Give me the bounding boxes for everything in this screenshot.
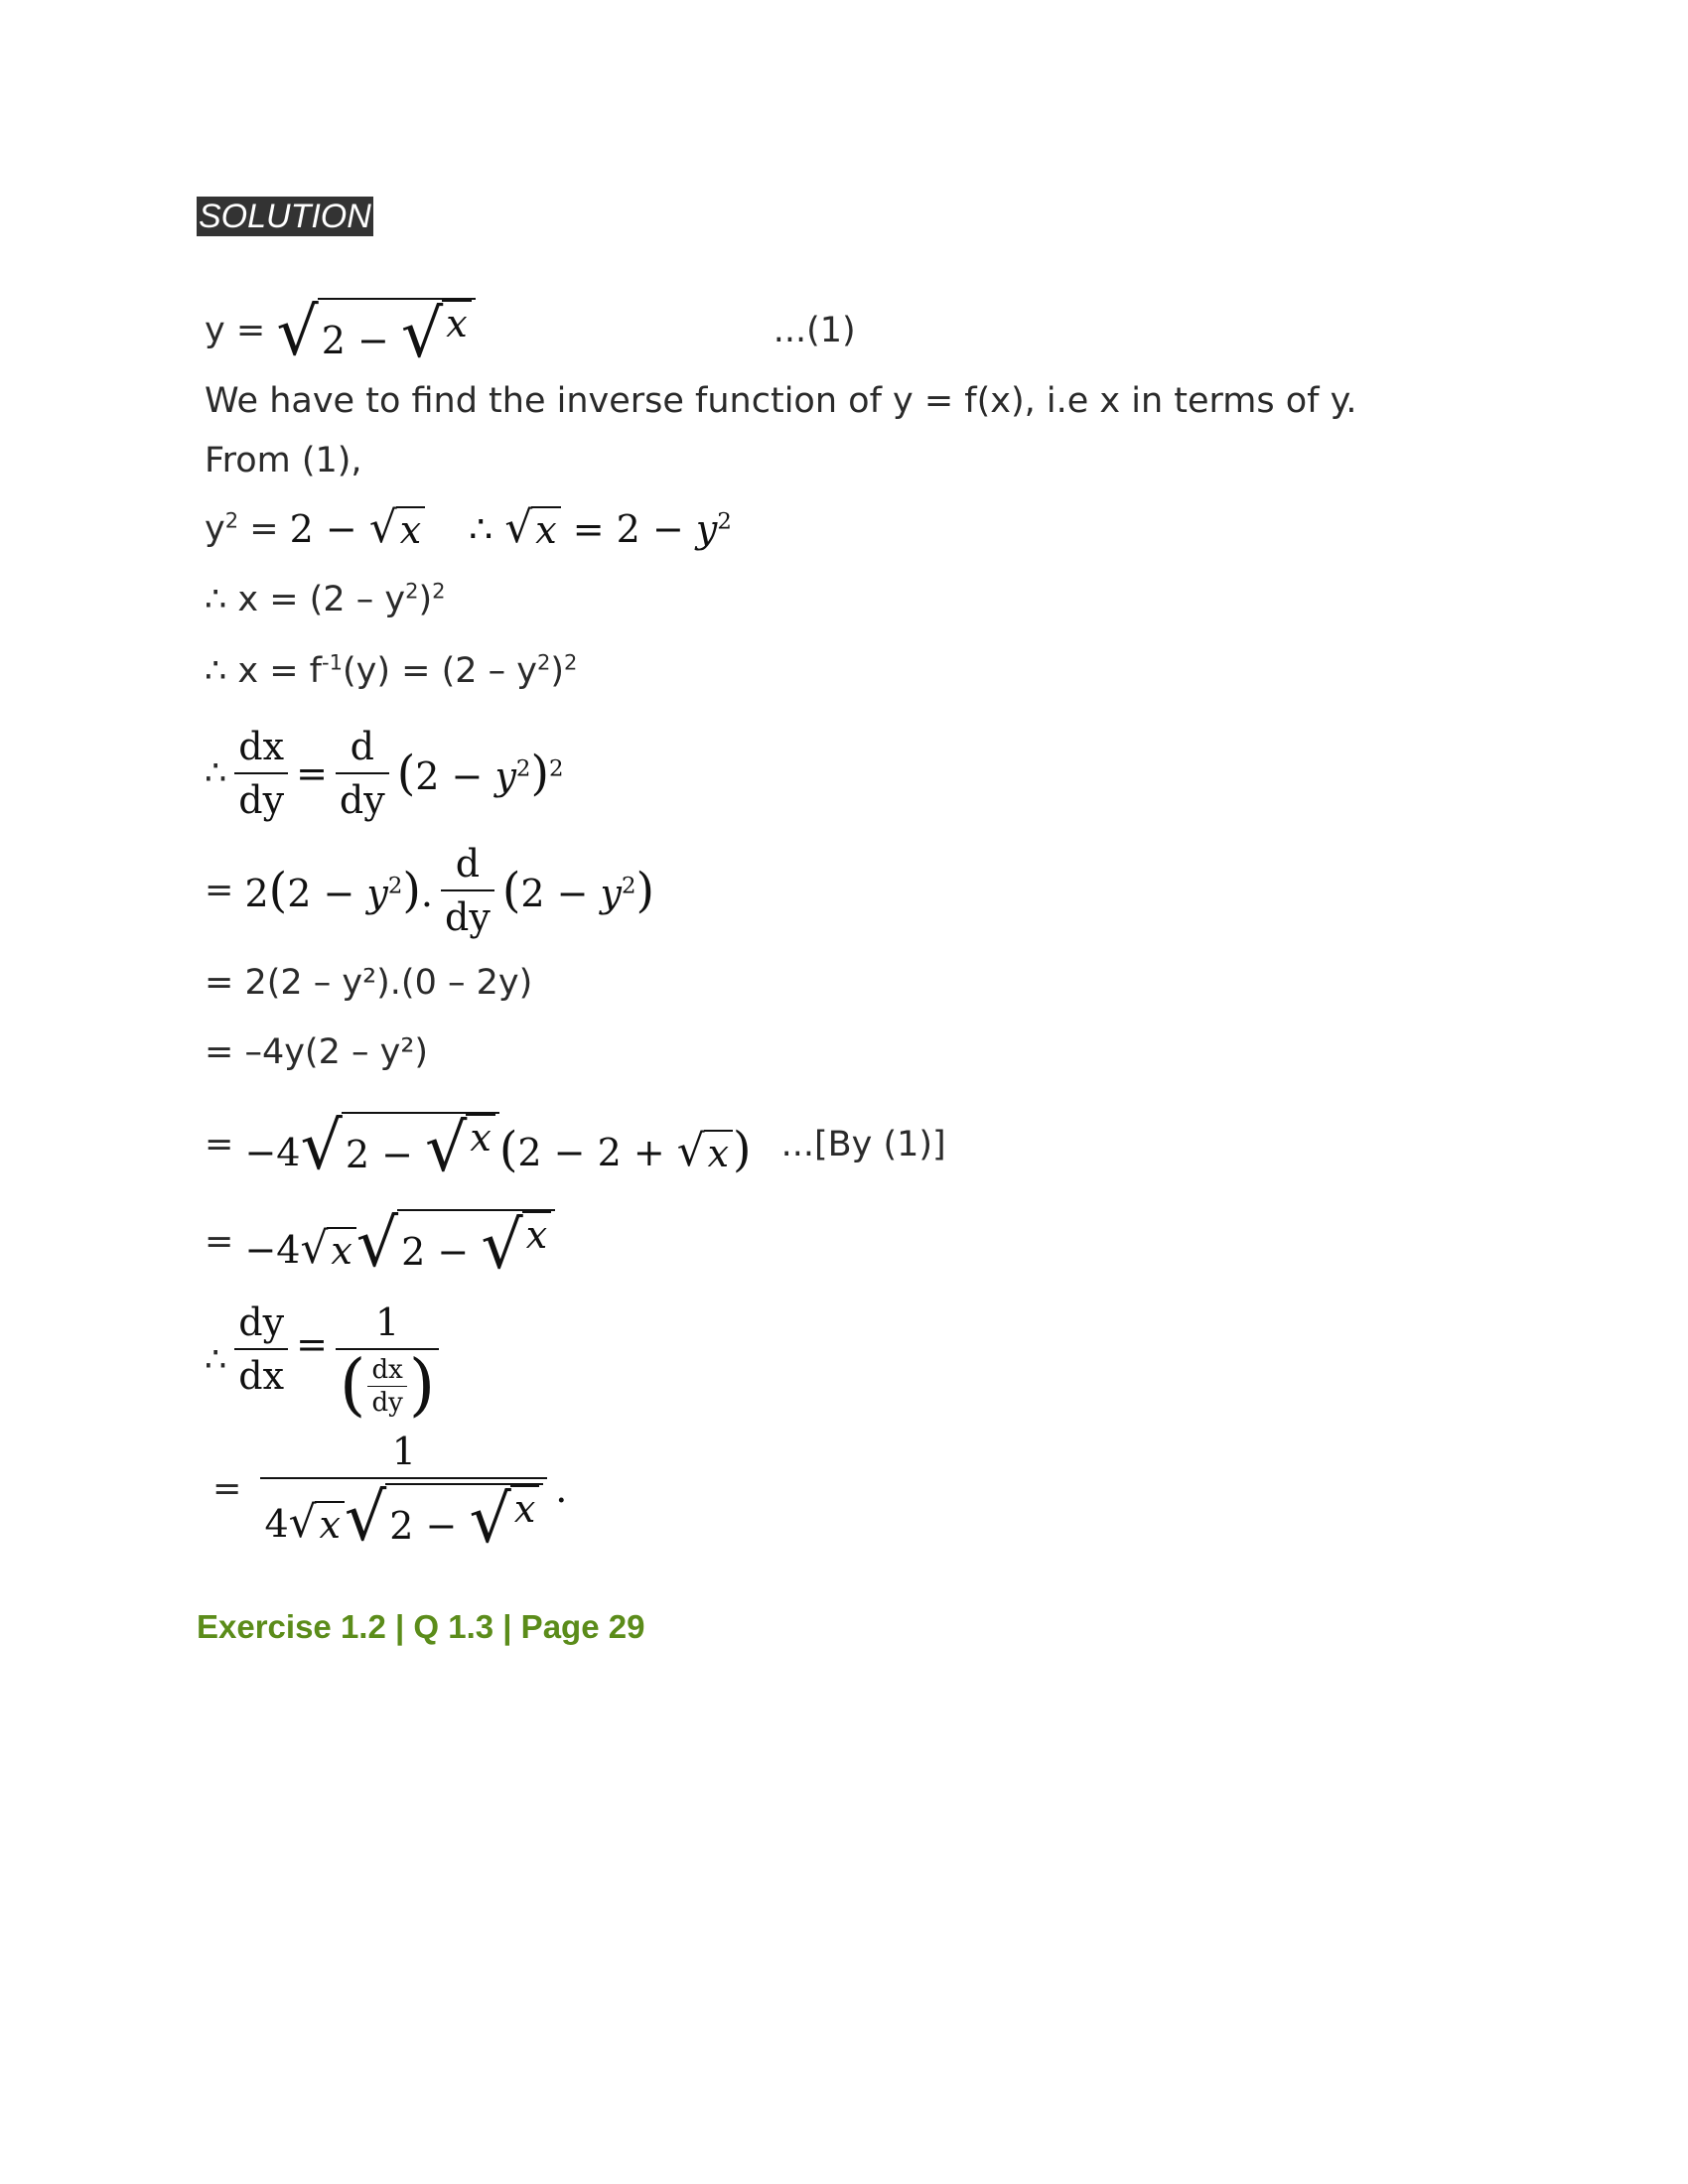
equation-reciprocal: ∴ $\frac{dy}{dx}$ = 1 ( $\frac{dx}{dy}$ ) <box>205 1300 447 1420</box>
equation-1-ref: ...(1) <box>773 310 856 350</box>
fraction-one-over: 1 ( $\frac{dx}{dy}$ ) <box>336 1300 439 1420</box>
equation-finverse: ∴ $x = f^{-1}(y) = (2 - y^2)^2$ <box>205 650 578 691</box>
equation-step-4: = −4 √ x √ 2 − √ x <box>205 1209 555 1274</box>
text-line-inverse: We have to find the inverse function of y = f(x), i.e x in terms of y. <box>205 381 1357 421</box>
exercise-reference-link[interactable]: Exercise 1.2 | Q 1.3 | Page 29 <box>197 1608 645 1645</box>
equation-ysquared: $y^2$ = 2 − √ x ∴ √ x = $2 - y^2$ <box>205 502 732 553</box>
fraction-dy-dx: $\frac{dy}{dx}$ <box>234 1300 288 1398</box>
fraction-d-dy-2: $\frac{d}{dy}$ <box>441 842 494 939</box>
equation-step-3-ref: ...[By (1)] <box>780 1125 946 1164</box>
equation-1 <box>205 293 856 372</box>
equation-x: ∴ $x = (2 - y^2)^2$ <box>205 579 446 619</box>
equation-step-1: = 2(2 – y²).(0 – 2y) <box>205 963 533 1003</box>
sqrt-expression: √ 2 − √ x <box>276 298 475 362</box>
equation-step-2: = –4y(2 – y²) <box>205 1032 429 1072</box>
fraction-dx-dy: $\frac{dx}{dy}$ <box>234 725 288 822</box>
solution-badge: SOLUTION <box>199 198 371 235</box>
text-line-from: From (1), <box>205 441 362 480</box>
equation-derivative: ∴ $\frac{dx}{dy}$ = $\frac{d}{dy}$ $(2 - y^2)^2$ <box>205 725 564 822</box>
equation-chain-rule: = $2(2 - y^2)$. $\frac{d}{dy}$ $(2 - y^2)$ <box>205 842 655 939</box>
equation-step-3: = −4 √ 2 − √ x (2 − 2 + √ x ) ...[By (1)] <box>205 1107 946 1186</box>
equation-1-lhs: y = <box>205 310 266 350</box>
equation-final: = 1 4 √ x √ 2 − √ x . <box>212 1430 568 1558</box>
fraction-d-dy: $\frac{d}{dy}$ <box>336 725 389 822</box>
fraction-final: 1 4 √ x √ 2 − √ x <box>260 1430 547 1548</box>
